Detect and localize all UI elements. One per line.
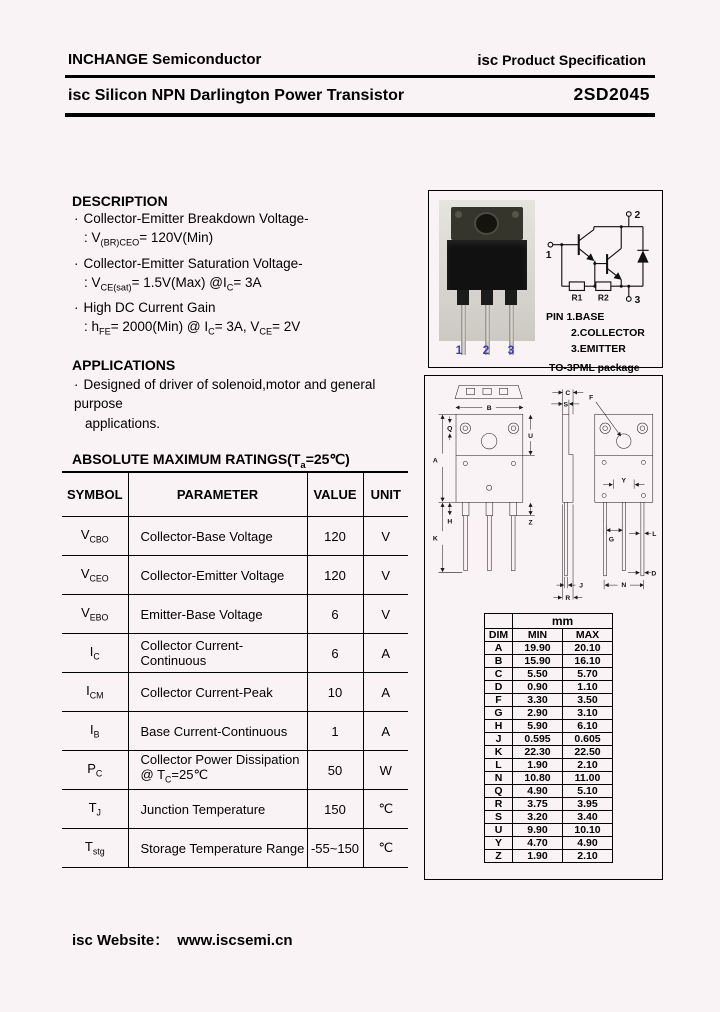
resistor-r2-label: R2	[597, 292, 609, 303]
mounting-hole-icon	[476, 214, 497, 233]
ratings-col-symbol: SYMBOL	[62, 472, 128, 517]
dim-cell-max: 2.10	[563, 850, 613, 863]
ratings-cell-symbol: $I_B$	[62, 712, 128, 751]
dim-cell-letter: H	[485, 720, 513, 733]
ratings-table-body	[62, 517, 408, 868]
ratings-cell-unit: A	[363, 673, 408, 712]
website-label: isc Website：	[72, 932, 170, 949]
ratings-cell-symbol: $I_C$	[62, 634, 128, 673]
ratings-col-parameter: PARAMETER	[128, 472, 307, 517]
spec-text: Product Specification	[502, 52, 646, 68]
pin-row	[546, 309, 645, 325]
applications-item	[74, 375, 426, 414]
diode-icon	[637, 250, 648, 262]
pin-1-name: 1.BASE	[566, 311, 605, 323]
schematic-junctions-and-diode	[560, 225, 648, 287]
ratings-row	[62, 634, 408, 673]
dim-row	[485, 811, 613, 824]
ratings-cell-symbol: $V_{CEO}$	[62, 556, 128, 595]
ratings-cell-unit: ℃	[363, 790, 408, 829]
dim-row	[485, 694, 613, 707]
dim-label-H: H	[447, 518, 453, 526]
description-item	[74, 298, 426, 317]
dim-cell-min: 19.90	[513, 642, 563, 655]
schematic-wires	[545, 212, 649, 302]
dim-row	[485, 850, 613, 863]
screw-hole-icon	[455, 211, 462, 218]
dim-cell-max: 5.70	[563, 668, 613, 681]
dim-cell-max: 10.10	[563, 824, 613, 837]
dim-header-row	[485, 629, 613, 642]
pin-number-1: 1	[455, 343, 463, 357]
package-preview-box	[428, 190, 663, 374]
dimension-letter-labels	[433, 390, 657, 602]
ratings-row	[62, 829, 408, 868]
dim-cell-min: 4.70	[513, 837, 563, 850]
ratings-row	[62, 712, 408, 751]
description-item	[74, 254, 426, 273]
product-spec-label	[477, 52, 646, 69]
pin-2-name: 2.COLLECTOR	[571, 327, 645, 339]
ratings-cell-unit: V	[363, 595, 408, 634]
dim-cell-max: 3.10	[563, 707, 613, 720]
dim-label-C: C	[565, 390, 571, 398]
dim-label-R: R	[565, 595, 571, 603]
schematic-terminal-3-label: 3	[634, 295, 641, 307]
photo-pin-numbers	[439, 343, 535, 357]
dim-table-body	[485, 642, 613, 863]
schematic-terminal-1-label: 1	[545, 249, 552, 261]
bullet-icon: ·	[74, 377, 79, 392]
dim-cell-max: 1.10	[563, 681, 613, 694]
footer	[72, 929, 293, 950]
description-heading: DESCRIPTION	[72, 193, 168, 209]
ratings-cell-unit: A	[363, 634, 408, 673]
dim-row	[485, 668, 613, 681]
ratings-col-value: VALUE	[307, 472, 363, 517]
dim-cell-max: 4.90	[563, 837, 613, 850]
ratings-cell-parameter: Collector Power Dissipation @ $T_C=25℃$	[128, 751, 307, 790]
ratings-cell-value: 150	[307, 790, 363, 829]
package-photo-body	[447, 240, 527, 290]
dim-row	[485, 655, 613, 668]
company-name: INCHANGE Semiconductor	[68, 51, 262, 68]
dim-label-A: A	[432, 457, 438, 465]
dim-label-F: F	[589, 394, 594, 402]
absolute-maximum-ratings-table	[62, 471, 408, 868]
ratings-cell-symbol: $P_C$	[62, 751, 128, 790]
ratings-cell-value: 6	[307, 595, 363, 634]
ratings-row	[62, 595, 408, 634]
ratings-cell-symbol: $T_J$	[62, 790, 128, 829]
dim-cell-letter: R	[485, 798, 513, 811]
dim-cell-min: 5.90	[513, 720, 563, 733]
dim-cell-letter: C	[485, 668, 513, 681]
dim-cell-letter: D	[485, 681, 513, 694]
pin-number-3: 3	[507, 343, 515, 357]
dim-cell-letter: A	[485, 642, 513, 655]
ratings-cell-unit: ℃	[363, 829, 408, 868]
description-item	[74, 209, 426, 228]
pin-3-name: 3.EMITTER	[571, 343, 626, 355]
dim-row	[485, 837, 613, 850]
title-divider	[65, 113, 655, 117]
title-text: Silicon NPN Darlington Power Transistor	[94, 87, 405, 104]
dim-unit-row	[485, 614, 613, 629]
ratings-cell-value: -55~150	[307, 829, 363, 868]
ratings-cell-parameter: Storage Temperature Range	[128, 829, 307, 868]
dim-cell-min: 9.90	[513, 824, 563, 837]
dim-row	[485, 772, 613, 785]
ratings-table-wrap	[62, 471, 408, 868]
ratings-cell-parameter: Collector Current-Peak	[128, 673, 307, 712]
ratings-cell-parameter: Collector-Emitter Voltage	[128, 556, 307, 595]
dim-row	[485, 733, 613, 746]
applications-text-line2: applications.	[85, 415, 161, 431]
description-item-detail: : $V_{(BR)CEO}= 120V(Min)$	[84, 230, 214, 249]
dim-cell-letter: J	[485, 733, 513, 746]
dim-label-G: G	[608, 536, 614, 544]
ratings-row	[62, 673, 408, 712]
dim-cell-letter: N	[485, 772, 513, 785]
description-item-title: High DC Current Gain	[83, 300, 216, 315]
package-dimension-drawing	[429, 378, 657, 611]
dim-cell-max: 22.50	[563, 746, 613, 759]
ratings-cell-symbol: $V_{EBO}$	[62, 595, 128, 634]
brand-logo: isc	[68, 87, 91, 104]
description-item-title: Collector-Emitter Saturation Voltage-	[83, 255, 303, 271]
dim-cell-letter: G	[485, 707, 513, 720]
dim-row	[485, 798, 613, 811]
dim-label-S: S	[563, 401, 569, 409]
dim-cell-letter: Y	[485, 837, 513, 850]
description-item-detail: : $h_{FE}= 2000(Min)$ @ $I_C= 3A$, $V_{CE}= 2V$	[84, 319, 301, 338]
ratings-heading: ABSOLUTE MAXIMUM $RATINGS(T_a=25℃)$	[72, 451, 350, 471]
dim-row	[485, 759, 613, 772]
ratings-cell-unit: V	[363, 517, 408, 556]
bullet-icon: ·	[74, 211, 79, 226]
dim-label-U: U	[528, 433, 534, 441]
dim-cell-max: 5.10	[563, 785, 613, 798]
dim-cell-letter: K	[485, 746, 513, 759]
pin-number-2: 2	[482, 343, 490, 357]
dim-label-K: K	[432, 535, 438, 543]
bullet-icon: ·	[74, 300, 79, 315]
dim-cell-min: 0.90	[513, 681, 563, 694]
bullet-icon: ·	[74, 255, 79, 271]
dim-cell-max: 16.10	[563, 655, 613, 668]
pin-assignment-list	[546, 309, 645, 376]
ratings-cell-value: 6	[307, 634, 363, 673]
package-photo-tab	[451, 207, 523, 240]
ratings-cell-value: 1	[307, 712, 363, 751]
ratings-cell-unit: A	[363, 712, 408, 751]
dim-cell-max: 2.10	[563, 759, 613, 772]
website-url[interactable]: www.iscsemi.cn	[177, 932, 293, 949]
ratings-cell-value: 120	[307, 556, 363, 595]
applications-heading: APPLICATIONS	[72, 357, 176, 373]
outline-side-view	[551, 389, 583, 599]
brand-logo: isc	[477, 52, 499, 69]
ratings-cell-parameter: Base Current-Continuous	[128, 712, 307, 751]
outline-back-view	[595, 402, 653, 589]
ratings-cell-parameter: Collector-Base Voltage	[128, 517, 307, 556]
dim-cell-min: 22.30	[513, 746, 563, 759]
dim-cell-min: 5.50	[513, 668, 563, 681]
ratings-cell-value: 10	[307, 673, 363, 712]
dim-cell-max: 0.605	[563, 733, 613, 746]
dim-cell-letter: U	[485, 824, 513, 837]
description-list	[74, 209, 426, 343]
ratings-cell-symbol: $V_{CBO}$	[62, 517, 128, 556]
dimension-table	[484, 613, 613, 863]
dim-cell-max: 3.95	[563, 798, 613, 811]
dim-col-min: MIN	[513, 629, 563, 642]
dim-cell-letter: Z	[485, 850, 513, 863]
part-number: 2SD2045	[573, 84, 650, 104]
dim-label-B: B	[486, 405, 492, 413]
dim-cell-max: 6.10	[563, 720, 613, 733]
description-item-detail: : $V_{CE(sat)}= 1.5V(Max)$ $@I_C= 3A$	[84, 274, 262, 293]
dim-cell-min: 10.80	[513, 772, 563, 785]
dim-col-dim: DIM	[485, 629, 513, 642]
dimension-table-wrap	[484, 613, 613, 863]
outline-front-view	[438, 385, 534, 572]
dim-cell-min: 3.75	[513, 798, 563, 811]
package-photo	[439, 200, 535, 341]
package-name: TO-3PML package	[549, 362, 640, 374]
applications-text-line1: Designed of driver of solenoid,motor and general purpose	[74, 377, 376, 412]
dim-cell-letter: Q	[485, 785, 513, 798]
ratings-cell-unit: V	[363, 556, 408, 595]
ratings-cell-symbol: $T_{stg}$	[62, 829, 128, 868]
ratings-cell-unit: W	[363, 751, 408, 790]
ratings-cell-parameter: Junction Temperature	[128, 790, 307, 829]
dim-cell-min: 15.90	[513, 655, 563, 668]
ratings-cell-symbol: $I_{CM}$	[62, 673, 128, 712]
dim-cell-max: 11.00	[563, 772, 613, 785]
dim-row	[485, 681, 613, 694]
dim-label-Q: Q	[447, 425, 453, 433]
dim-cell-min: 1.90	[513, 759, 563, 772]
dim-label-J: J	[579, 582, 583, 590]
ratings-header-row	[62, 472, 408, 517]
applications-list	[74, 375, 426, 433]
dim-cell-letter: L	[485, 759, 513, 772]
schematic-terminal-2-label: 2	[634, 210, 641, 222]
ratings-row	[62, 751, 408, 790]
ratings-row	[62, 556, 408, 595]
dim-row	[485, 746, 613, 759]
dim-label-N: N	[621, 582, 627, 590]
page-title	[68, 87, 404, 105]
screw-hole-icon	[512, 211, 519, 218]
dim-cell-letter: S	[485, 811, 513, 824]
dim-cell-max: 3.40	[563, 811, 613, 824]
header-divider	[65, 75, 655, 78]
dim-corner-cell	[485, 614, 513, 629]
ratings-cell-value: 50	[307, 751, 363, 790]
dim-cell-min: 3.20	[513, 811, 563, 824]
dim-cell-min: 1.90	[513, 850, 563, 863]
dim-cell-max: 3.50	[563, 694, 613, 707]
dim-row	[485, 707, 613, 720]
dim-cell-min: 3.30	[513, 694, 563, 707]
pin-prefix: PIN	[546, 311, 564, 323]
dim-cell-min: 0.595	[513, 733, 563, 746]
dim-cell-min: 2.90	[513, 707, 563, 720]
dim-row	[485, 720, 613, 733]
dim-label-D: D	[651, 570, 657, 578]
resistor-r1-label: R1	[571, 292, 583, 303]
ratings-cell-value: 120	[307, 517, 363, 556]
dim-label-Z: Z	[528, 519, 533, 527]
ratings-cell-parameter: Collector Current-Continuous	[128, 634, 307, 673]
dim-col-max: MAX	[563, 629, 613, 642]
ratings-col-unit: UNIT	[363, 472, 408, 517]
darlington-circuit-schematic	[541, 203, 659, 309]
package-outline-box	[424, 375, 663, 880]
dim-cell-letter: F	[485, 694, 513, 707]
dim-label-Y: Y	[621, 477, 627, 485]
ratings-row	[62, 790, 408, 829]
dim-unit-header: mm	[513, 614, 613, 629]
dim-label-L: L	[652, 530, 657, 538]
ratings-cell-parameter: Emitter-Base Voltage	[128, 595, 307, 634]
dim-cell-max: 20.10	[563, 642, 613, 655]
dim-row	[485, 824, 613, 837]
dim-row	[485, 785, 613, 798]
dim-cell-min: 4.90	[513, 785, 563, 798]
description-item-title: Collector-Emitter Breakdown Voltage-	[83, 211, 309, 226]
dim-row	[485, 642, 613, 655]
ratings-row	[62, 517, 408, 556]
dim-cell-letter: B	[485, 655, 513, 668]
